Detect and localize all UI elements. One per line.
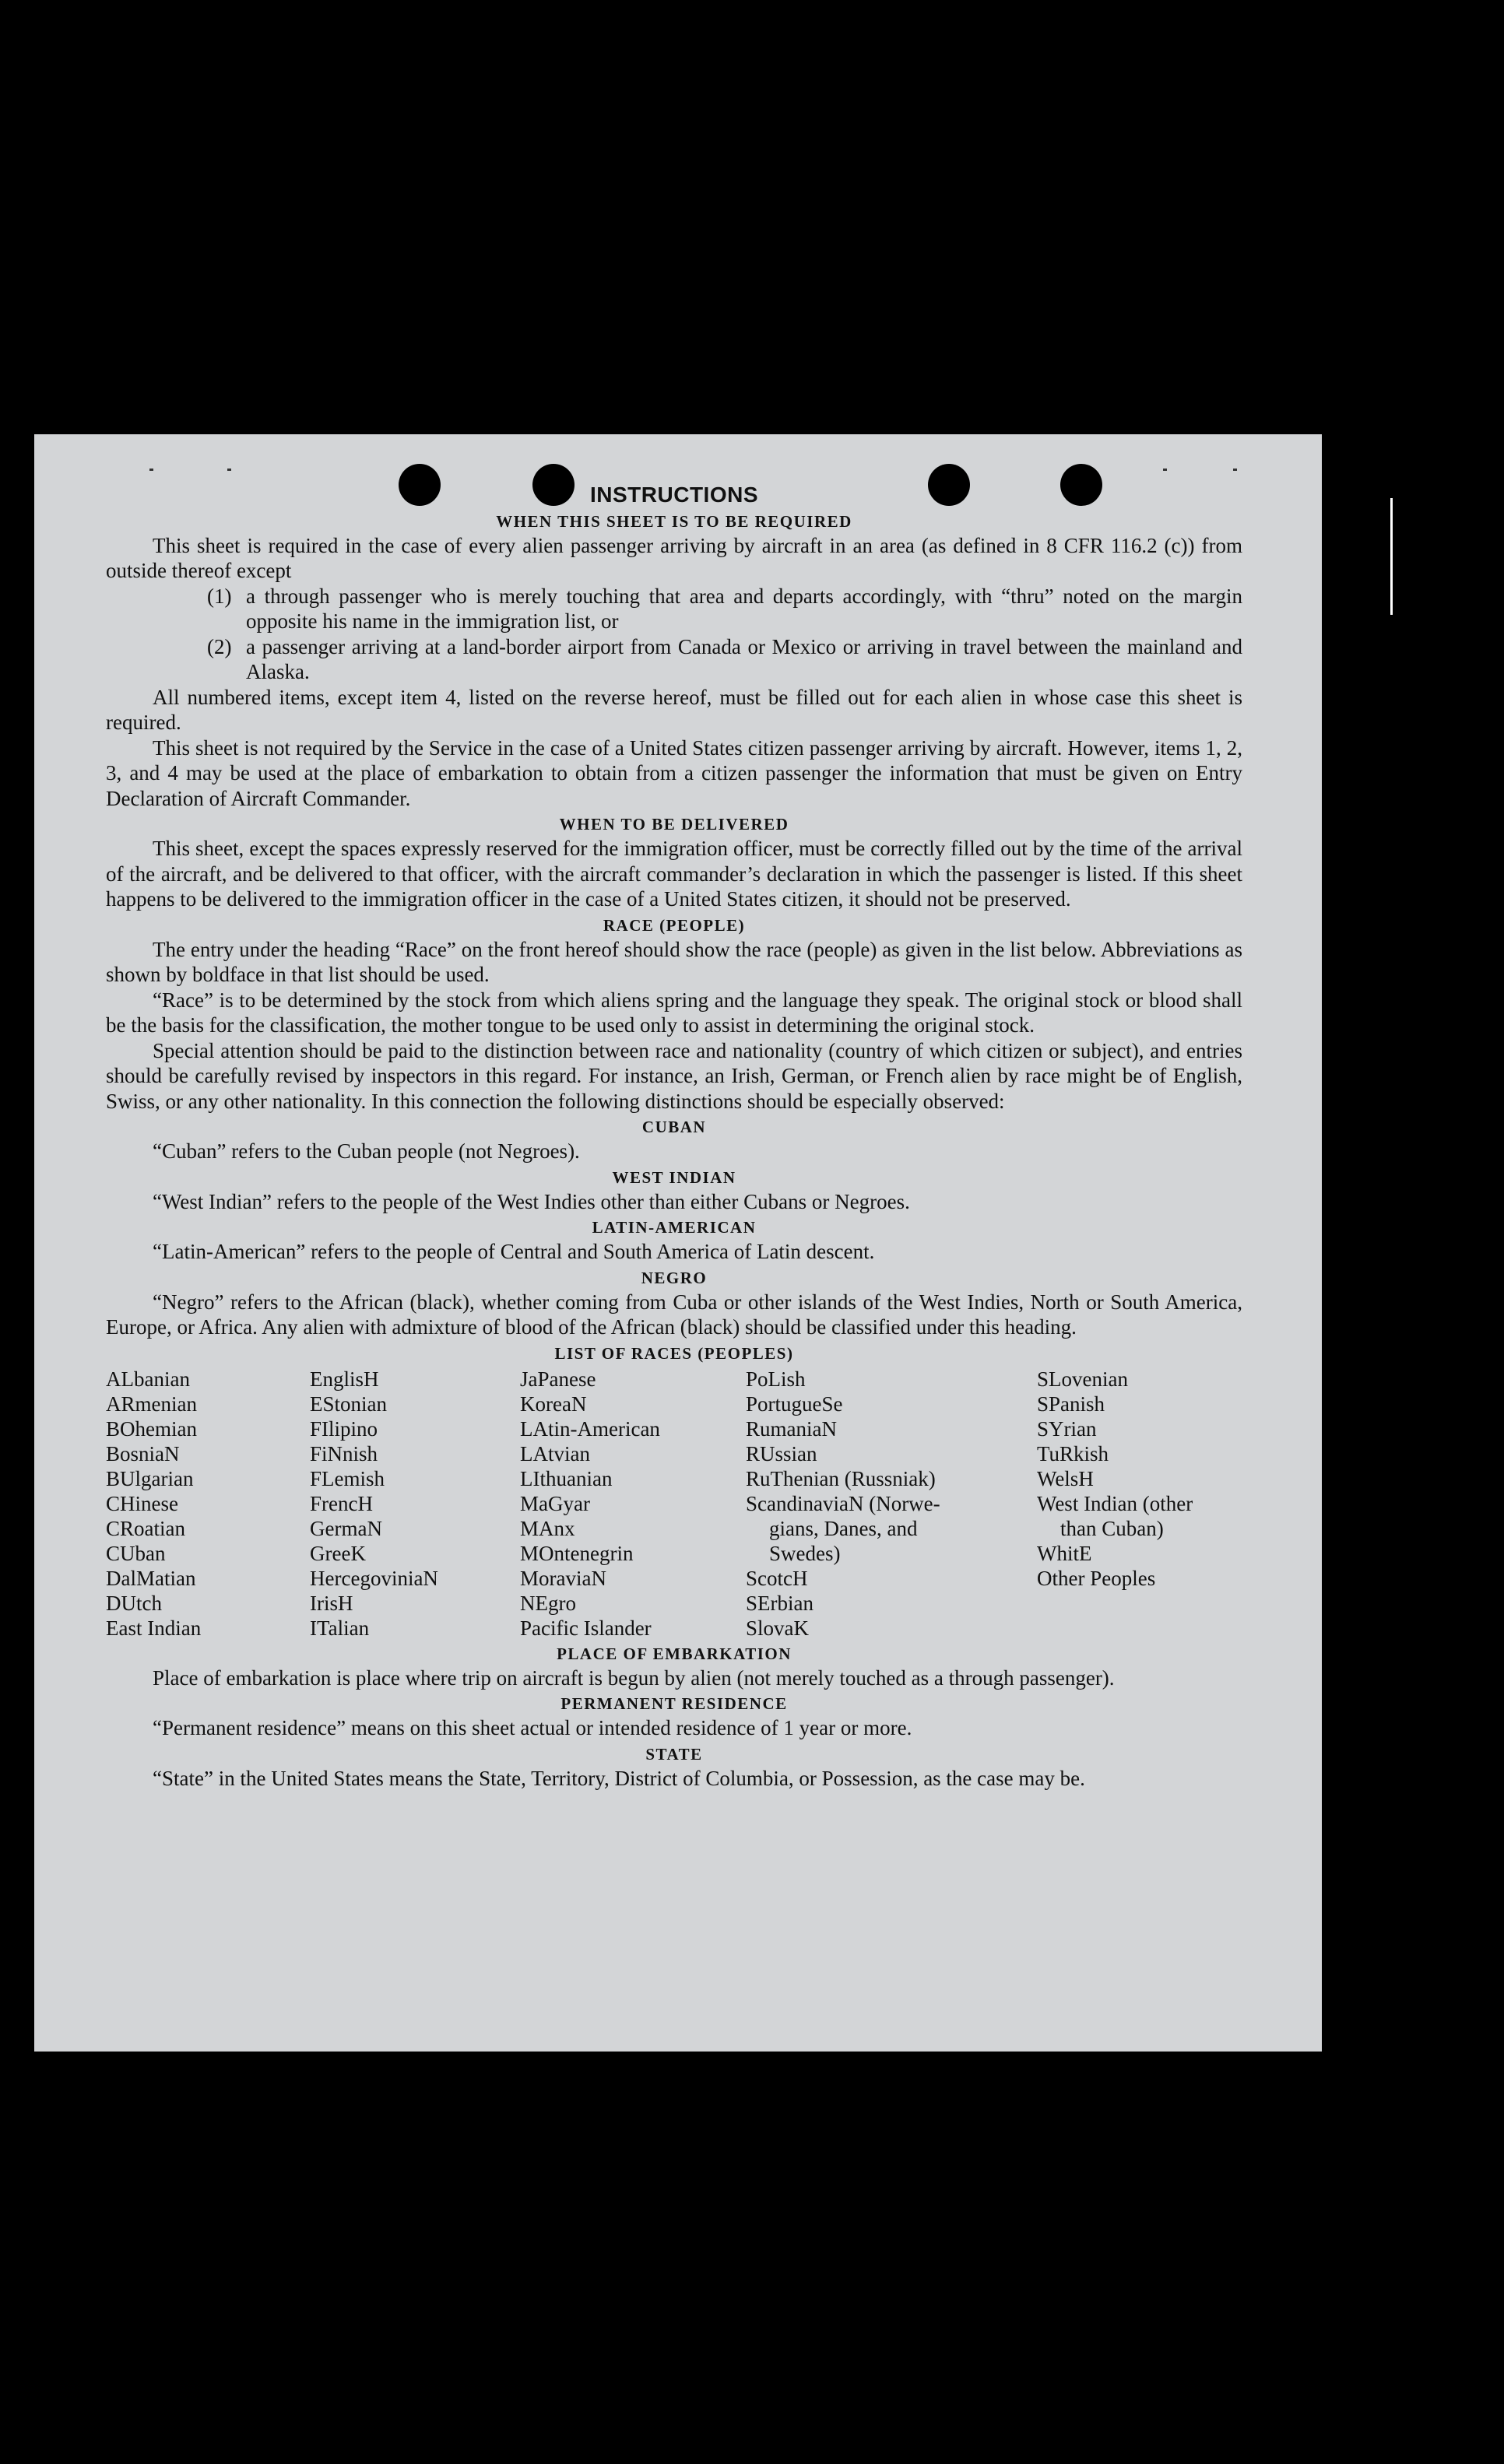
race-entry: SPanish (1037, 1392, 1105, 1416)
race-entry: NEgro (520, 1591, 576, 1615)
races-column (1037, 1367, 1242, 1641)
race-entry: FIlipino (310, 1416, 378, 1441)
exception-item-2: (2) a passenger arriving at a land-border airport from Canada or Mexico or arriving in travel between the mainland and Alaska. (207, 634, 1242, 683)
race-entry: West Indian (other (1037, 1491, 1193, 1515)
west-indian-paragraph: “West Indian” refers to the people of the West Indies other than either Cubans or Negroes. (153, 1189, 910, 1213)
race-entry: LIthuanian (520, 1466, 613, 1490)
race-entry: LAtin-American (520, 1416, 660, 1441)
heading-state: STATE (645, 1744, 703, 1764)
race-entry: MOntenegrin (520, 1541, 634, 1565)
speck (1233, 469, 1237, 471)
heading-cuban: CUBAN (641, 1118, 707, 1136)
heading-place-of-embarkation: PLACE OF EMBARKATION (557, 1644, 792, 1663)
heading-west-indian: WEST INDIAN (612, 1167, 736, 1187)
race-entry: SYrian (1037, 1416, 1097, 1441)
film-scratch (1390, 498, 1393, 615)
numbered-items-paragraph: All numbered items, except item 4, listed on the reverse hereof, must be filled out for each alien in whose case this sheet is required. (106, 685, 1242, 734)
race-entry: Pacific Islander (520, 1616, 652, 1640)
races-column (106, 1367, 310, 1641)
speck (149, 469, 153, 471)
latin-american-paragraph: “Latin-American” refers to the people of Central and South America of Latin descent. (153, 1240, 875, 1263)
race-entry: East Indian (106, 1616, 202, 1640)
race-entry: RUssian (746, 1441, 817, 1465)
race-entry: RumaniaN (746, 1416, 837, 1441)
race-paragraph-2: “Race” is to be determined by the stock from which aliens spring and the language they speak. The original stock or blood shall be the basis for the classification, the mother tongue to be used only to assist in determining the original stock. (106, 988, 1242, 1037)
races-column (310, 1367, 520, 1641)
race-entry: CHinese (106, 1491, 178, 1515)
heading-when-delivered: WHEN TO BE DELIVERED (559, 815, 789, 834)
races-column (746, 1367, 1037, 1641)
race-entry: MoraviaN (520, 1566, 606, 1590)
race-entry: EnglisH (310, 1367, 379, 1391)
state-paragraph: “State” in the United States means the State, Territory, District of Columbia, or Possession, as the case may be. (153, 1766, 1085, 1790)
races-column (520, 1367, 746, 1641)
race-entry: gians, Danes, and (769, 1516, 918, 1540)
race-entry: GermaN (310, 1516, 382, 1540)
race-entry: SErbian (746, 1591, 813, 1615)
instruction-sheet (34, 434, 1322, 2052)
heading-list-of-races: LIST OF RACES (PEOPLES) (554, 1343, 794, 1363)
residence-paragraph: “Permanent residence” means on this sheet actual or intended residence of 1 year or more. (153, 1716, 912, 1739)
race-entry: CUban (106, 1541, 166, 1565)
heading-latin-american: LATIN-AMERICAN (592, 1218, 757, 1237)
race-entry: MaGyar (520, 1491, 590, 1515)
race-entry: BOhemian (106, 1416, 197, 1441)
race-entry: JaPanese (520, 1367, 596, 1391)
races-list (106, 1367, 1242, 1641)
race-entry: RuThenian (Russniak) (746, 1466, 936, 1490)
embarkation-paragraph: Place of embarkation is place where trip on aircraft is begun by alien (not merely touched as a through passenger). (153, 1665, 1115, 1690)
race-entry: BUlgarian (106, 1466, 194, 1490)
race-entry: FrencH (310, 1491, 373, 1515)
race-entry: FLemish (310, 1466, 385, 1490)
race-entry: Swedes) (769, 1541, 841, 1565)
document-title: INSTRUCTIONS (590, 483, 758, 507)
speck (227, 469, 231, 471)
race-entry: PoLish (746, 1367, 806, 1391)
race-entry: EStonian (310, 1392, 387, 1416)
heading-race: RACE (PEOPLE) (603, 915, 746, 935)
race-entry: MAnx (520, 1516, 575, 1540)
race-entry: TuRkish (1037, 1441, 1109, 1465)
negro-paragraph: “Negro” refers to the African (black), whether coming from Cuba or other islands of the West Indies, North or South America, Europe, or Africa. Any alien with admixture of blood of the African (black) should be classified under this heading. (106, 1290, 1242, 1339)
race-entry: HercegoviniaN (310, 1566, 438, 1590)
citizen-paragraph: This sheet is not required by the Service in the case of a United States citizen passenger arriving by aircraft. However, items 1, 2, 3, and 4 may be used at the place of embarkation to obtain from a citizen passenger the information that must be given on Entry Declaration of Aircraft Commander. (106, 735, 1242, 810)
race-entry: FiNnish (310, 1441, 378, 1465)
heading-negro: NEGRO (641, 1268, 708, 1287)
instructions-body (106, 483, 1242, 1791)
race-entry: ITalian (310, 1616, 370, 1640)
heading-when-required: WHEN THIS SHEET IS TO BE REQUIRED (496, 511, 852, 531)
heading-permanent-residence: PERMANENT RESIDENCE (560, 1694, 788, 1713)
cuban-paragraph: “Cuban” refers to the Cuban people (not Negroes). (153, 1139, 580, 1163)
race-entry: WhitE (1037, 1541, 1092, 1565)
race-entry: DalMatian (106, 1566, 196, 1590)
race-entry: ScotcH (746, 1566, 808, 1590)
delivered-paragraph: This sheet, except the spaces expressly reserved for the immigration officer, must be correctly filled out by the time of the arrival of the aircraft, and be delivered to that officer, with the aircraft commander’s declaration in which the passenger is listed. If this sheet happens to be delivered to the immigration officer in the case of a United States citizen, it should not be preserved. (106, 837, 1242, 911)
race-entry: SlovaK (746, 1616, 809, 1640)
race-entry: PortugueSe (746, 1392, 843, 1416)
race-entry: DUtch (106, 1591, 162, 1615)
race-entry: GreeK (310, 1541, 366, 1565)
speck (1163, 469, 1167, 471)
race-entry: Other Peoples (1037, 1566, 1156, 1590)
race-entry: CRoatian (106, 1516, 185, 1540)
race-entry: SLovenian (1037, 1367, 1128, 1391)
race-entry: ScandinaviaN (Norwe- (746, 1491, 940, 1515)
race-entry: than Cuban) (1060, 1516, 1164, 1540)
race-entry: KoreaN (520, 1392, 587, 1416)
race-entry: LAtvian (520, 1441, 590, 1465)
race-entry: IrisH (310, 1591, 353, 1615)
race-entry: ALbanian (106, 1367, 190, 1391)
race-entry: ARmenian (106, 1392, 197, 1416)
intro-paragraph: This sheet is required in the case of every alien passenger arriving by aircraft in an area (as defined in 8 CFR 116.2 (c)) from outside thereof except (106, 533, 1242, 582)
race-entry: WelsH (1037, 1466, 1094, 1490)
race-paragraph-3: Special attention should be paid to the distinction between race and nationality (country of which citizen or subject), and entries should be carefully revised by inspectors in this regard. For instance, an Irish, German, or French alien by race might be of English, Swiss, or any other nationality. In this connection the following distinctions should be especially observed: (106, 1038, 1242, 1113)
race-entry: BosniaN (106, 1441, 180, 1465)
exception-item-1: (1) a through passenger who is merely touching that area and departs accordingly, with “thru” noted on the margin opposite his name in the immigration list, or (207, 584, 1242, 633)
race-paragraph-1: The entry under the heading “Race” on the front hereof should show the race (people) as given in the list below. Abbreviations as shown by boldface in that list should be used. (106, 937, 1242, 986)
